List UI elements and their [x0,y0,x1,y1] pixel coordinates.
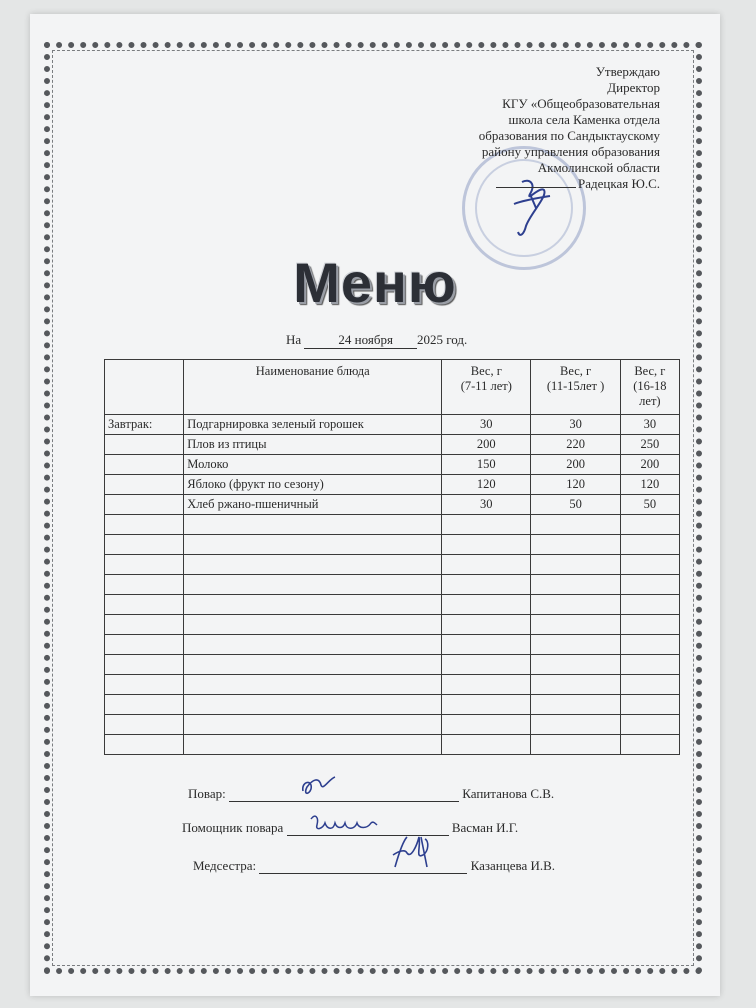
staff-role: Помощник повара [182,820,284,835]
empty-cell [105,735,184,755]
empty-cell [531,615,620,635]
empty-cell [442,595,531,615]
empty-cell [105,675,184,695]
empty-cell [442,735,531,755]
weight-cell: 220 [531,435,620,455]
empty-cell [105,715,184,735]
header-cell: Вес, г (11-15лет ) [531,360,620,415]
weight-cell: 30 [620,415,679,435]
dish-cell: Яблоко (фрукт по сезону) [184,475,442,495]
empty-cell [620,515,679,535]
empty-cell [442,675,531,695]
table-body [105,415,680,755]
table-row [105,415,680,435]
empty-cell [105,595,184,615]
table-row-empty [105,555,680,575]
table-row [105,475,680,495]
empty-cell [620,675,679,695]
empty-cell [184,695,442,715]
empty-cell [531,535,620,555]
menu-table [104,359,680,755]
header-cell: Вес, г (7-11 лет) [442,360,531,415]
empty-cell [442,655,531,675]
weight-cell: 30 [531,415,620,435]
staff-row-nurse [193,858,555,874]
empty-cell [105,655,184,675]
signature-line [259,859,467,874]
approval-line: образования по Сандыктаускому [478,128,660,143]
dish-cell: Подгарнировка зеленый горошек [184,415,442,435]
weight-cell: 150 [442,455,531,475]
empty-cell [184,555,442,575]
empty-cell [105,515,184,535]
empty-cell [184,635,442,655]
weight-cell: 120 [531,475,620,495]
weight-cell: 200 [531,455,620,475]
meal-cell [105,455,184,475]
empty-cell [620,615,679,635]
approval-line: школа села Каменка отдела [508,112,660,127]
weight-cell: 250 [620,435,679,455]
dish-cell: Плов из птицы [184,435,442,455]
empty-cell [105,615,184,635]
empty-cell [620,555,679,575]
table-row-empty [105,655,680,675]
signature-line [496,187,576,188]
date-value: 24 ноября [304,332,417,349]
empty-cell [620,715,679,735]
table-row-empty [105,535,680,555]
director-name: Радецкая Ю.С. [578,176,660,191]
empty-cell [620,655,679,675]
empty-cell [442,535,531,555]
table-row-empty [105,675,680,695]
weight-cell: 50 [531,495,620,515]
weight-cell: 120 [442,475,531,495]
empty-cell [184,515,442,535]
header-cell: Вес, г (16-18 лет) [620,360,679,415]
staff-name: Казанцева И.В. [470,858,556,873]
empty-cell [531,595,620,615]
meal-cell: Завтрак: [105,415,184,435]
table-row-empty [105,595,680,615]
approval-line: КГУ «Общеобразовательная [502,96,660,111]
table-row-empty [105,715,680,735]
table-row [105,495,680,515]
empty-cell [531,715,620,735]
date-prefix: На [286,332,302,347]
dish-cell: Хлеб ржано-пшеничный [184,495,442,515]
approval-line: Акмолинской области [537,160,660,175]
director-sign-row [400,176,660,192]
empty-cell [531,675,620,695]
empty-cell [620,695,679,715]
table-row-empty [105,635,680,655]
empty-cell [184,595,442,615]
staff-name: Капитанова С.В. [462,786,555,801]
empty-cell [105,535,184,555]
staff-row-cook [188,786,554,802]
table-row-empty [105,735,680,755]
approval-block [400,64,660,192]
empty-cell [620,575,679,595]
weight-cell: 200 [620,455,679,475]
table-row-empty [105,575,680,595]
empty-cell [442,695,531,715]
empty-cell [531,695,620,715]
empty-cell [442,555,531,575]
staff-row-assistant [182,820,518,836]
table-row [105,455,680,475]
empty-cell [531,575,620,595]
page-title: Меню [293,251,457,314]
meal-cell [105,495,184,515]
empty-cell [620,635,679,655]
table-row [105,435,680,455]
signature-line [229,787,459,802]
empty-cell [105,555,184,575]
empty-cell [105,635,184,655]
empty-cell [531,655,620,675]
empty-cell [184,535,442,555]
weight-cell: 200 [442,435,531,455]
staff-role: Повар: [188,786,226,801]
empty-cell [184,575,442,595]
meal-cell [105,475,184,495]
empty-cell [531,515,620,535]
weight-cell: 50 [620,495,679,515]
empty-cell [184,735,442,755]
document-page [30,14,720,996]
approval-line: Утверждаю [595,64,660,79]
empty-cell [442,715,531,735]
approval-line: Директор [607,80,660,95]
empty-cell [184,715,442,735]
approval-line: району управления образования [481,144,660,159]
empty-cell [531,555,620,575]
table-row-empty [105,615,680,635]
dish-cell: Молоко [184,455,442,475]
empty-cell [531,735,620,755]
table-header-row [105,360,680,415]
weight-cell: 30 [442,415,531,435]
empty-cell [184,675,442,695]
empty-cell [442,515,531,535]
empty-cell [184,615,442,635]
staff-name: Васман И.Г. [451,820,519,835]
table-row-empty [105,695,680,715]
staff-role: Медсестра: [193,858,257,873]
table-row-empty [105,515,680,535]
date-suffix: 2025 год. [416,332,468,347]
empty-cell [531,635,620,655]
empty-cell [105,695,184,715]
empty-cell [442,575,531,595]
date-line [286,332,467,349]
empty-cell [184,655,442,675]
meal-cell [105,435,184,455]
nurse-signature [385,831,435,873]
empty-cell [620,735,679,755]
cook-signature [299,773,339,801]
empty-cell [105,575,184,595]
empty-cell [442,615,531,635]
weight-cell: 120 [620,475,679,495]
header-cell: Наименование блюда [184,360,442,415]
empty-cell [620,595,679,615]
assistant-signature [309,811,379,837]
weight-cell: 30 [442,495,531,515]
empty-cell [620,535,679,555]
empty-cell [442,635,531,655]
header-cell [105,360,184,415]
